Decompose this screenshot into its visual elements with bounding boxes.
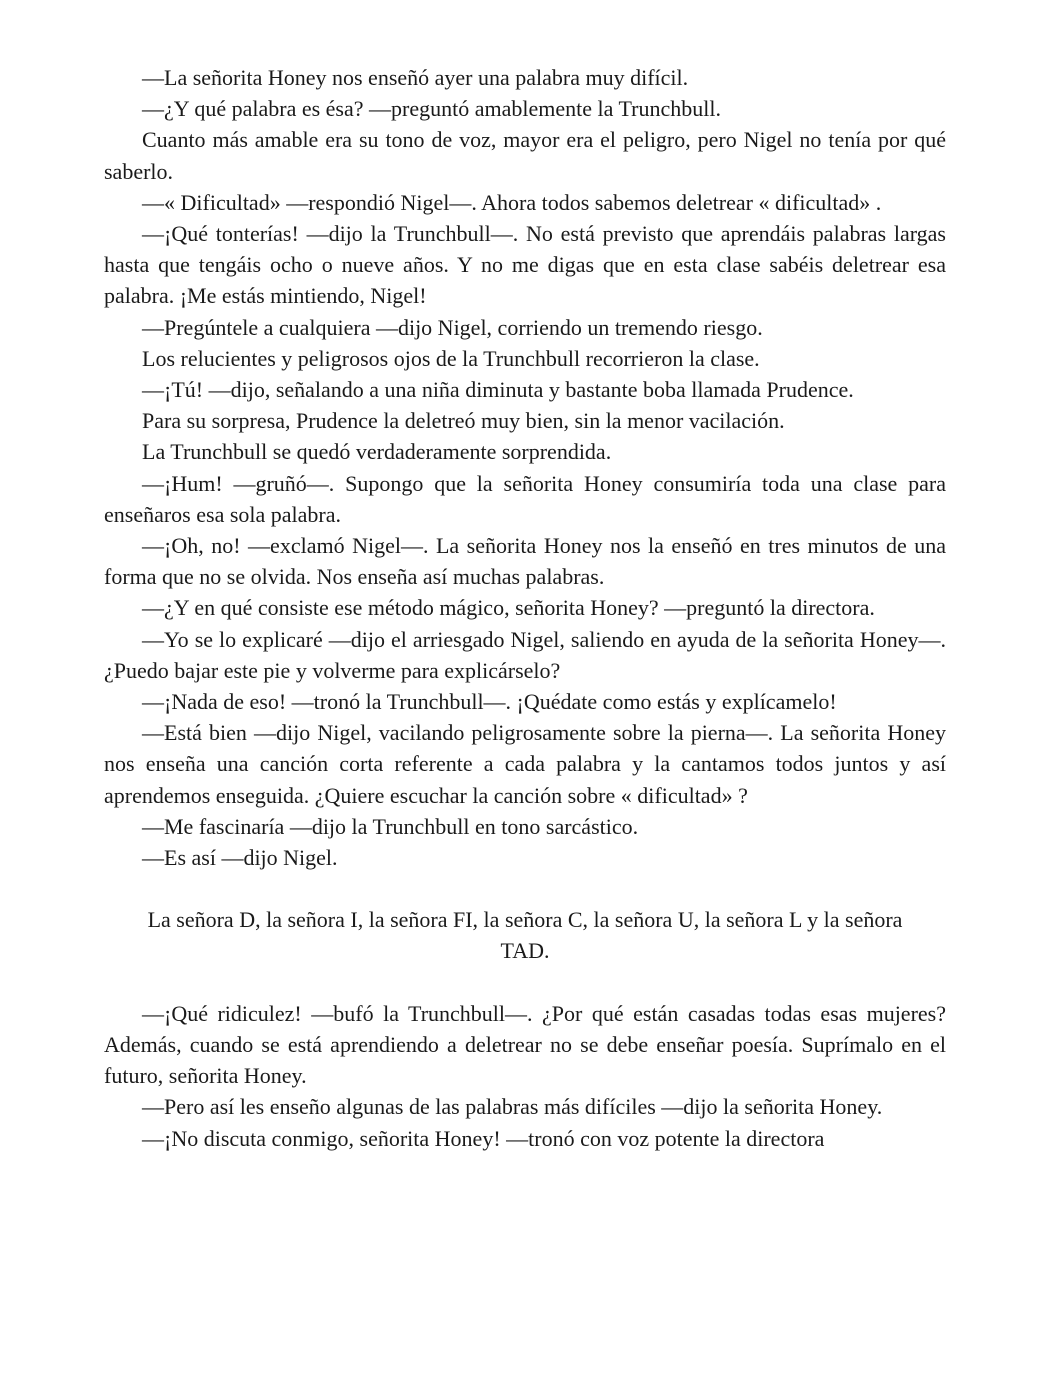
paragraph: —Me fascinaría —dijo la Trunchbull en tono sarcástico. <box>142 813 639 839</box>
paragraph: —¡No discuta conmigo, señorita Honey! —tronó con voz potente la directora <box>142 1125 825 1151</box>
paragraph: —Pregúntele a cualquiera —dijo Nigel, corriendo un tremendo riesgo. <box>142 314 763 340</box>
paragraph: —¡Hum! —gruñó—. Supongo que la señorita Honey consumiría toda una clase para enseñaros esa sola palabra. <box>104 470 946 527</box>
paragraph: Para su sorpresa, Prudence la deletreó muy bien, sin la menor vacilación. <box>142 408 785 434</box>
paragraph: La Trunchbull se quedó verdaderamente sorprendida. <box>142 439 612 465</box>
paragraph: —¡Nada de eso! —tronó la Trunchbull—. ¡Quédate como estás y explícamelo! <box>142 689 837 715</box>
paragraph: Los relucientes y peligrosos ojos de la Trunchbull recorrieron la clase. <box>142 345 760 371</box>
paragraph: Cuanto más amable era su tono de voz, mayor era el peligro, pero Nigel no tenía por qué saberlo. <box>104 127 946 184</box>
paragraph: —¡Qué tonterías! —dijo la Trunchbull—. No está previsto que aprendáis palabras largas hasta que tengáis ocho o nueve años. Y no me digas que en esta clase sabéis deletrear esa palabra. ¡Me estás mintiendo, Nigel! <box>104 221 946 309</box>
paragraph: —¡Oh, no! —exclamó Nigel—. La señorita Honey nos la enseñó en tres minutos de una forma que no se olvida. Nos enseña así muchas palabras. <box>104 533 946 590</box>
book-page <box>104 62 946 1154</box>
paragraph: —¡Qué ridiculez! —bufó la Trunchbull—. ¿Por qué están casadas todas esas mujeres? Además, cuando se está aprendiendo a deletrear no se debe enseñar poesía. Suprímalo en el futuro, señorita Honey. <box>104 1000 946 1089</box>
paragraph: —Es así —dijo Nigel. <box>142 845 338 871</box>
paragraph: —Yo se lo explicaré —dijo el arriesgado Nigel, saliendo en ayuda de la señorita Honey—. ¿Puedo bajar este pie y volverme para explicárselo? <box>104 626 946 683</box>
paragraph: —¡Tú! —dijo, señalando a una niña diminuta y bastante boba llamada Prudence. <box>142 377 854 403</box>
paragraph: —La señorita Honey nos enseñó ayer una palabra muy difícil. <box>142 65 689 90</box>
paragraph: —¿Y qué palabra es ésa? —preguntó amablemente la Trunchbull. <box>142 96 721 122</box>
paragraph: —Está bien —dijo Nigel, vacilando peligrosamente sobre la pierna—. La señorita Honey nos enseña una canción corta referente a cada palabra y la cantamos todos juntos y así aprendemos enseguida. ¿Quiere escuchar la canción sobre « dificultad» ? <box>104 720 946 808</box>
paragraph: —Pero así les enseño algunas de las palabras más difíciles —dijo la señorita Honey. <box>142 1094 883 1120</box>
paragraph: —« Dificultad» —respondió Nigel—. Ahora todos sabemos deletrear « dificultad» . <box>142 189 882 215</box>
paragraph: —¿Y en qué consiste ese método mágico, señorita Honey? —preguntó la directora. <box>142 595 875 621</box>
song-verse: La señora D, la señora I, la señora FI, la señora C, la señora U, la señora L y la señora TAD. <box>147 907 903 964</box>
